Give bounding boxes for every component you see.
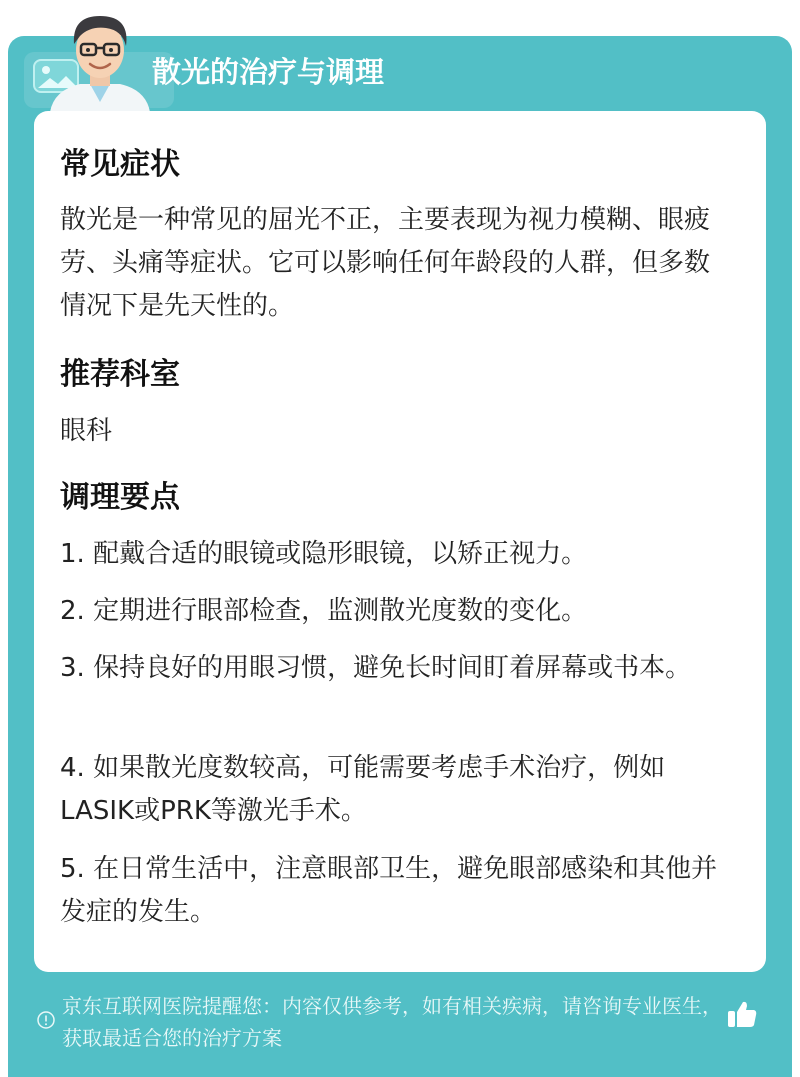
care-item: 3. 保持良好的用眼习惯，避免长时间盯着屏幕或书本。	[60, 653, 692, 683]
section-heading-symptoms: 常见症状	[60, 147, 180, 182]
disclaimer-text: 京东互联网医院提醒您：内容仅供参考，如有相关疾病，请咨询专业医生，获取最适合您的治疗方案	[62, 994, 722, 1050]
care-item: 2. 定期进行眼部检查，监测散光度数的变化。	[60, 596, 588, 626]
care-item: 1. 配戴合适的眼镜或隐形眼镜，以矫正视力。	[60, 539, 588, 569]
care-item: 5. 在日常生活中，注意眼部卫生，避免眼部感染和其他并发症的发生。	[60, 854, 718, 927]
department-text: 眼科	[60, 416, 113, 446]
section-heading-care: 调理要点	[60, 480, 180, 515]
care-item: 4. 如果散光度数较高，可能需要考虑手术治疗，例如LASIK或PRK等激光手术。	[60, 753, 666, 826]
symptoms-text: 散光是一种常见的屈光不正，主要表现为视力模糊、眼疲劳、头痛等症状。它可以影响任何年龄段的人群，但多数情况下是先天性的。	[60, 205, 711, 321]
section-heading-department: 推荐科室	[60, 357, 180, 392]
thumbs-up-icon[interactable]	[726, 998, 758, 1030]
page-title: 散光的治疗与调理	[152, 55, 385, 89]
doctor-avatar	[44, 6, 156, 112]
info-icon	[37, 1011, 55, 1029]
